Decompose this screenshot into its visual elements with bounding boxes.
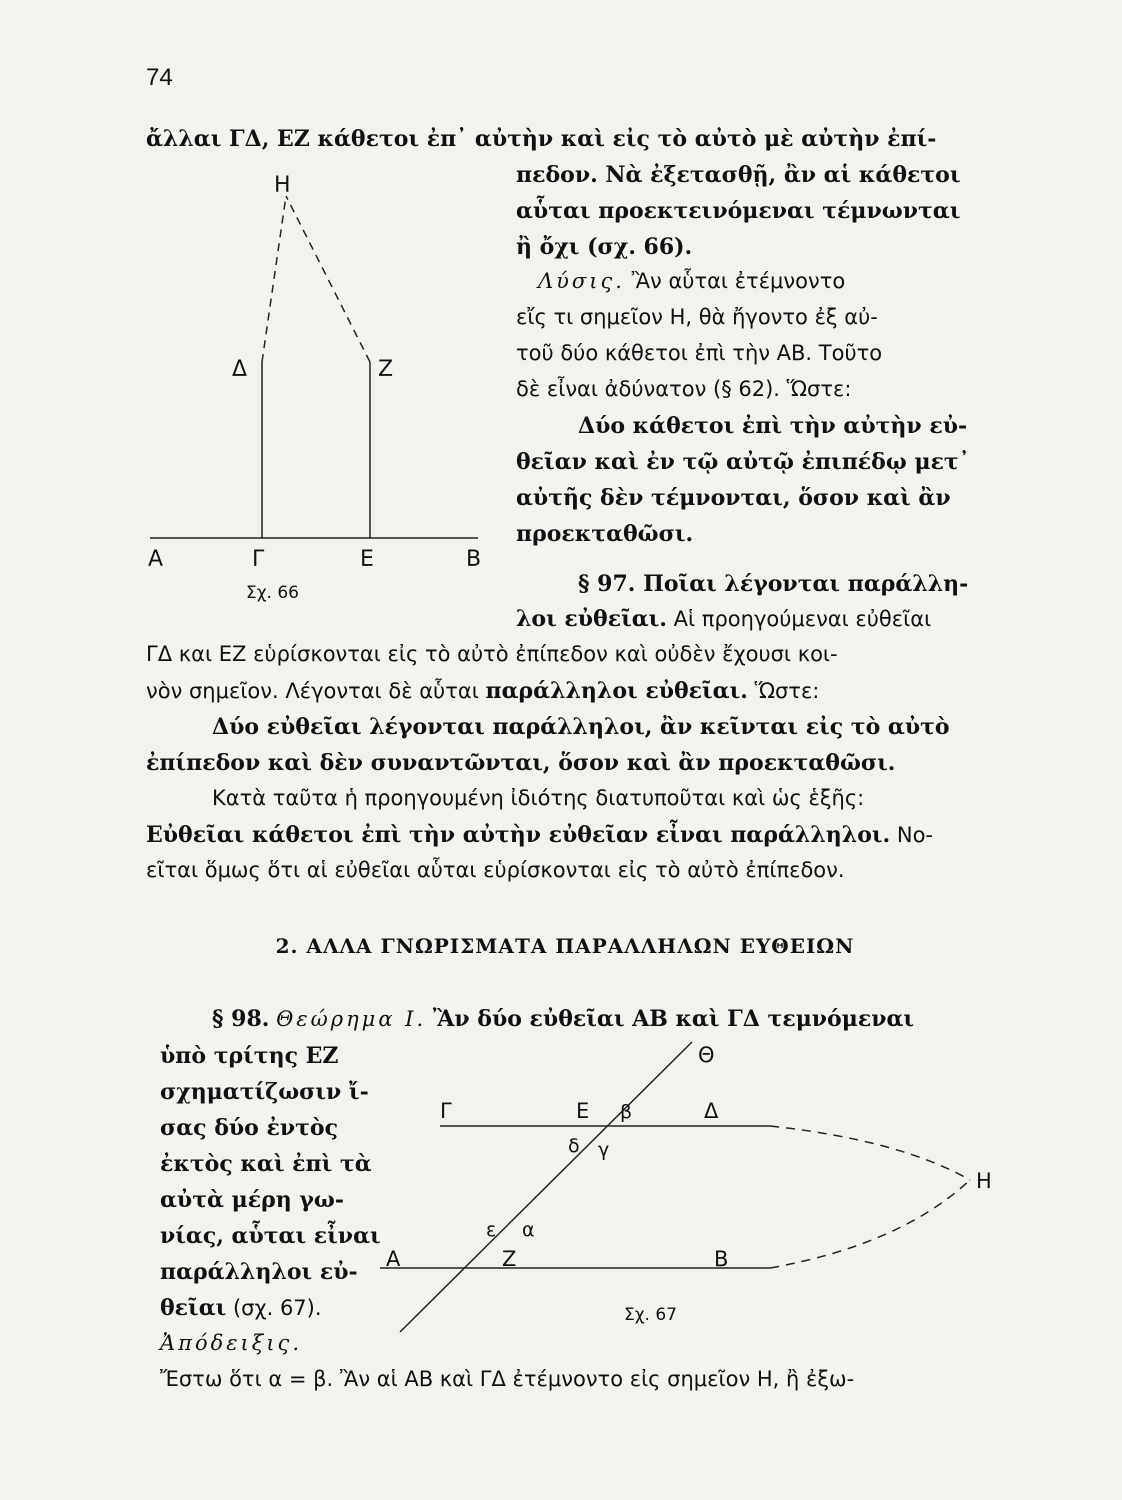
text-line: Δύο κάθετοι ἐπὶ τὴν αὐτὴν εὐ-	[578, 413, 968, 439]
label-b: Β	[714, 1247, 729, 1271]
text-line: Κατὰ ταῦτα ἡ προηγουμένη ἰδιότης διατυποῦται καὶ ὡς ἑξῆς:	[212, 786, 865, 810]
label-g: Γ	[252, 547, 265, 572]
text-line: αὗται προεκτεινόμεναι τέμνωνται	[516, 198, 961, 224]
section-title: § 97. Ποῖαι λέγονται παράλλη-	[578, 571, 969, 597]
theorem-statement: Εὐθεῖαι κάθετοι ἐπὶ τὴν αὐτὴν εὐθεῖαν εἶναι παράλληλοι.	[146, 822, 891, 848]
page-number: 74	[146, 64, 173, 91]
theorem-text: σας δύο ἐντὸς	[160, 1115, 338, 1141]
label-e: Ε	[576, 1099, 590, 1123]
label-epsilon: ε	[486, 1219, 497, 1241]
text-line	[538, 269, 845, 293]
section-number: § 98.	[212, 1006, 270, 1032]
text-line	[146, 678, 819, 704]
theorem-text: παράλληλοι εὐ-	[160, 1259, 358, 1285]
text-line: αὐτῆς δὲν τέμνονται, ὅσον καὶ ἂν	[516, 485, 951, 511]
text-line: προεκταθῶσι.	[516, 521, 694, 547]
figure-caption: Σχ. 66	[246, 583, 300, 603]
text-fragment: (σχ. 67).	[226, 1296, 322, 1320]
theorem-text: θεῖαι	[160, 1295, 227, 1321]
text-line	[160, 1295, 322, 1321]
section-heading: 2. ΑΛΛΑ ΓΝΩΡΙΣΜΑΤΑ ΠΑΡΑΛΛΗΛΩΝ ΕΥΘΕΙΩΝ	[275, 934, 855, 958]
theorem-text: νίας, αὗται εἶναι	[160, 1223, 381, 1249]
text-line: εῖται ὅμως ὅτι αἱ εὐθεῖαι αὗται εὑρίσκονται εἰς τὸ αὐτὸ ἐπίπεδον.	[146, 858, 845, 882]
text-line: Ἔστω ὅτι α = β. Ἂν αἱ ΑΒ καὶ ΓΔ ἐτέμνοντο εἰς σημεῖον Η, ἢ ἐξω-	[160, 1367, 855, 1391]
label-delta-lower: δ	[568, 1135, 580, 1157]
label-gamma: γ	[598, 1139, 610, 1161]
text-line: πεδον. Νὰ ἐξετασθῇ, ἂν αἱ κάθετοι	[516, 162, 961, 188]
section-title-cont: λοι εὐθεῖαι.	[516, 606, 667, 632]
text-fragment: Αἱ προηγούμεναι εὐθεῖαι	[666, 607, 932, 631]
figure-caption: Σχ. 67	[624, 1305, 678, 1325]
text-line: ἢ ὄχι (σχ. 66).	[516, 234, 693, 260]
theorem-text: Ἂν δύο εὐθεῖαι ΑΒ καὶ ΓΔ τεμνόμεναι	[432, 1006, 915, 1032]
text-line: θεῖαν καὶ ἐν τῷ αὐτῷ ἐπιπέδῳ μετ᾽	[516, 449, 970, 475]
theorem-label: Θεώρημα Ι.	[276, 1007, 427, 1031]
dashed-extension-right	[286, 196, 370, 362]
dashed-extension-ab	[770, 1180, 970, 1268]
figure-66	[140, 150, 500, 610]
label-e: Ε	[360, 547, 374, 572]
label-theta: Θ	[698, 1043, 715, 1067]
text-line	[516, 606, 931, 632]
theorem-text: ἐκτὸς καὶ ἐπὶ τὰ	[160, 1151, 372, 1177]
dashed-extension-left	[262, 196, 286, 362]
label-alpha: α	[522, 1219, 535, 1241]
theorem-text: σχηματίζωσιν ἴ-	[160, 1079, 369, 1105]
label-z: Ζ	[378, 357, 394, 382]
theorem-text: αὐτὰ μέρη γω-	[160, 1187, 344, 1213]
label-h: Η	[274, 173, 291, 198]
text-fragment: Ὥστε:	[747, 679, 820, 703]
label-delta: Δ	[232, 357, 248, 382]
term-parallel: παράλληλοι εὐθεῖαι.	[485, 678, 748, 704]
label-b: Β	[466, 547, 482, 572]
theorem-text: ὑπὸ τρίτης ΕΖ	[160, 1043, 339, 1069]
text-line: δὲ εἶναι ἀδύνατον (§ 62). Ὥστε:	[516, 377, 852, 401]
label-g: Γ	[440, 1099, 452, 1123]
text-fragment: Ἂν αὗται ἐτέμνοντο	[624, 269, 846, 293]
label-a: Α	[148, 547, 164, 572]
figure-67	[380, 1030, 1000, 1350]
text-line: εἴς τι σημεῖον Η, θὰ ἤγοντο ἐξ αὐ-	[516, 305, 878, 329]
label-beta: β	[620, 1101, 633, 1123]
text-fragment: νὸν σημεῖον. Λέγονται δὲ αὗται	[146, 679, 486, 703]
text-line: ΓΔ και ΕΖ εὑρίσκονται εἰς τὸ αὐτὸ ἐπίπεδον καὶ οὐδὲν ἔχουσι κοι-	[146, 642, 838, 666]
text-line: ἄλλαι ΓΔ, ΕΖ κάθετοι ἐπ᾽ αὐτὴν καὶ εἰς τὸ αὐτὸ μὲ αὐτὴν ἐπί-	[146, 126, 937, 152]
dashed-extension-gd	[770, 1126, 970, 1180]
solution-label: Λύσις.	[538, 269, 625, 293]
label-z: Ζ	[502, 1247, 517, 1271]
label-delta-upper: Δ	[704, 1099, 719, 1123]
definition-line: Δύο εὐθεῖαι λέγονται παράλληλοι, ἂν κεῖνται εἰς τὸ αὐτὸ	[212, 714, 950, 740]
proof-label: Ἀπόδειξις.	[160, 1331, 302, 1355]
label-h: Η	[976, 1169, 992, 1193]
text-fragment: Νο-	[890, 823, 933, 847]
text-line	[212, 1006, 914, 1032]
transversal-ez	[400, 1042, 692, 1332]
text-line	[146, 822, 933, 848]
definition-line: ἐπίπεδον καὶ δὲν συναντῶνται, ὅσον καὶ ἂν προεκταθῶσι.	[146, 750, 896, 776]
text-line: τοῦ δύο κάθετοι ἐπὶ τὴν ΑΒ. Τοῦτο	[516, 341, 883, 365]
label-a: Α	[386, 1247, 401, 1271]
